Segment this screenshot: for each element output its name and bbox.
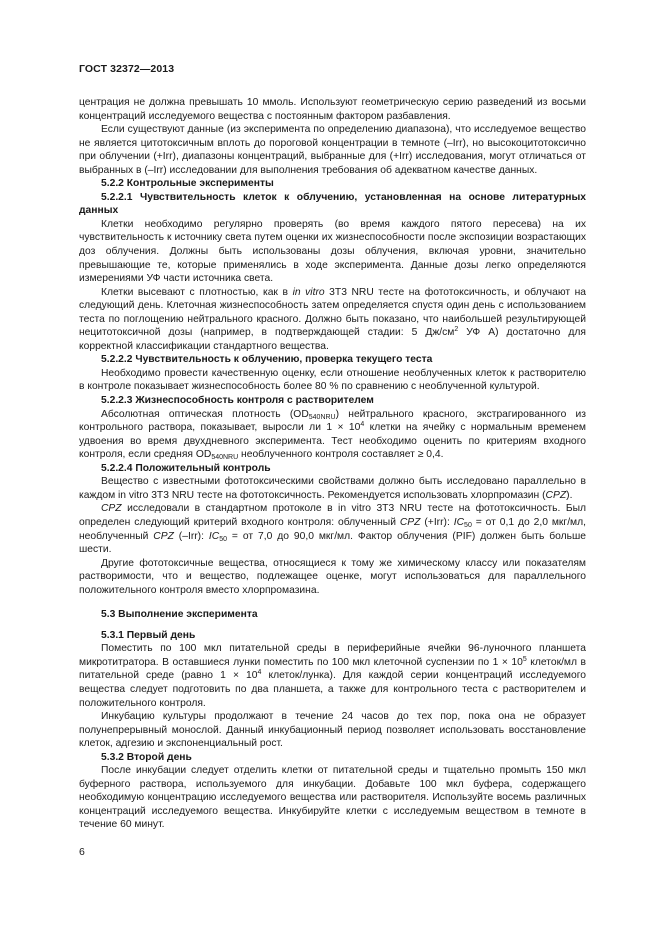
page-number: 6 [79, 846, 85, 858]
paragraph: Если существуют данные (из эксперимента по определению диапазона), что исследуемое вещество не является цитотоксичным вплоть до пороговой концентрации в темноте (–Irr), но высокоцитотоксично при облучении (+Irr), диапазоны концентраций, выбранные для (+Irr) исследования, могут отличаться от выбранных в (–Irr) исследовании для выполнения требования об адекватном качестве данных. [79, 124, 586, 176]
subscript: 540NRU [211, 454, 239, 462]
superscript: 4 [360, 421, 365, 429]
paragraph: Клетки необходимо регулярно проверять (во время каждого пятого пересева) на их чувствительность к источнику света путем оценки их жизнеспособности после экспозиции возрастающих доз облучения. Должны быть использованы дозы облучения, включая уровни, значительно превышающие те, которые применялись в ходе эксперимента. Данные дозы легко определяются измерениями УФ части источника света. [79, 218, 586, 285]
abbreviation: CPZ [399, 516, 421, 528]
paragraph: Абсолютная оптическая плотность $(OD_{540NRU})$ нейтрального красного, экстрагированного из контрольного раствора, показывает, выросли ли $1 \times 10^4$ клетки на ячейку с нормальным временем удвоения во время двухдневного эксперимента. Тест необходимо оценить по критериям входного контроля, если средняя $OD_{540NRU}$ необлученного контроля составляет ≥ 0,4. [79, 408, 587, 462]
paragraph: Другие фототоксичные вещества, относящиеся к тому же химическому классу или показателям растворимости, что и вещество, подлежащее оценке, могут использоваться для параллельного положительного контроля вместо хлорпромазина. [79, 557, 586, 596]
paragraph: Поместить по 100 мкл питательной среды в периферийные ячейки 96-луночного планшета микротитратора. В оставшиеся лунки поместить по 100 мкл клеточной суспензии по $1 \times 10^5$ клеток/мл в питательной среде (равно $1 \times 10^4$ клеток/лунка). Для каждой серии концентраций исследуемого вещества следует подготовить по два планшета, а также для контрольного теста с растворителем и положительного контроля. [79, 643, 586, 709]
section-heading-5-2-2: 5.2.2 Контрольные эксперименты [101, 178, 274, 190]
page-header: ГОСТ 32372—2013 [79, 63, 175, 75]
superscript: 2 [454, 326, 459, 334]
page-body [79, 96, 586, 832]
paragraph: Инкубацию культуры продолжают в течение 24 часов до тех пор, пока она не образует полунепрерывный монослой. Данный инкубационный период позволяет использовать восстановление клеток, адгезию и экспоненциальный рост. [79, 711, 586, 750]
paragraph: После инкубации следует отделить клетки от питательной среды и тщательно промыть 150 мкл буферного раствора, используемого для инкубации. Добавьте 100 мкл буфера, содержащего необходимую концентрацию исследуемого вещества или растворителя. Используйте восемь различных концентраций исследуемого вещества. Инкубируйте клетки с исследуемым веществом в темноте в течение 60 минут. [79, 765, 586, 831]
section-heading-5-3-1: 5.3.1 Первый день [101, 629, 196, 641]
abbreviation: CPZ [101, 503, 122, 515]
subscript: 50 [219, 535, 228, 543]
section-heading-5-3: 5.3 Выполнение эксперимента [101, 609, 258, 621]
superscript: 4 [257, 669, 262, 677]
section-heading-5-2-2-1: 5.2.2.1 Чувствительность клеток к облучению, установленная на основе литературных данных [79, 191, 586, 217]
superscript: 5 [522, 655, 527, 663]
latin-term: in vitro [292, 286, 325, 298]
section-heading-5-3-2: 5.3.2 Второй день [101, 751, 192, 763]
abbreviation: CPZ [153, 530, 174, 542]
ic-symbol: IC [208, 530, 220, 542]
section-heading-5-2-2-2: 5.2.2.2 Чувствительность к облучению, проверка текущего теста [101, 354, 433, 366]
subscript: 540NRU [308, 413, 336, 421]
paragraph: CPZ исследовали в стандартном протоколе в in vitro 3T3 NRU тесте на фототоксичность. Был определен следующий критерий входного контроля: облученный CPZ (+Irr): $IC_{50}$ = от 0,1 до 2,0 мкг/мл, необлученный CPZ (–Irr): $IC_{50}$ = от 7,0 до 90,0 мкг/мл. Фактор облучения (PIF) должен быть больше шести. [79, 503, 586, 556]
paragraph: Клетки высевают с плотностью, как в in vitro 3T3 NRU тесте на фототоксичность, и облучают на следующий день. Клеточная жизнеспособность затем определяется спустя один день с использованием теста по поглощению нейтрального красного. Должно быть показано, что наибольшей результирующей нецитотоксичной дозы (например, в подтверждающей стадии: 5 $Дж/см^2$ УФ А) достаточно для корректной классификации стандартного вещества. [79, 286, 587, 352]
section-heading-5-2-2-4: 5.2.2.4 Положительный контроль [101, 462, 271, 474]
paragraph: центрация не должна превышать 10 ммоль. Используют геометрическую серию разведений из восьми концентраций исследуемого вещества с постоянным фактором разбавления. [79, 97, 586, 122]
section-heading-5-2-2-3: 5.2.2.3 Жизнеспособность контроля с растворителем [101, 395, 374, 407]
paragraph: Вещество с известными фототоксическими свойствами должно быть исследовано параллельно в каждом in vitro 3T3 NRU тесте на фототоксичность. Рекомендуется использовать хлорпромазин (CPZ). [79, 476, 586, 501]
subscript: 50 [464, 521, 472, 529]
ic-symbol: IC [453, 516, 465, 528]
paragraph: Необходимо провести качественную оценку, если отношение необлученных клеток к растворителю в контроле показывает жизнеспособность более 80 % по сравнению с необлученной культурой. [79, 367, 586, 393]
abbreviation: CPZ [545, 489, 567, 501]
